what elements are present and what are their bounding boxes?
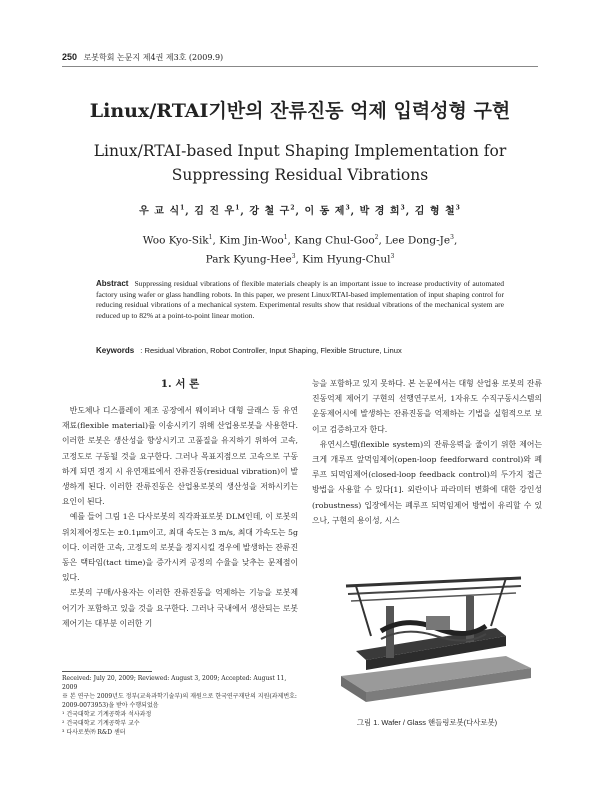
footnotes (62, 674, 298, 737)
paragraph: 반도체나 디스플레이 제조 공장에서 웨이퍼나 대형 글래스 등 유연재료(flexible material)를 이송시키기 위해 산업용로봇을 사용한다. 이러한 로봇은 생산성을 향상시키고 고품질을 유지하기 위하여 고속, 고정도로 구동될 것을 요구한다. 그러나 목표지점으로 고속으로 구동하게 되면 정지 시 유연재료에서 잔류진동(residual vibration)이 발생하게 된다. 이러한 잔류진동은 산업용로봇의 생산성을 저하시키는 요인이 된다. (62, 406, 298, 507)
paragraph: 예를 들어 그림 1은 다사로봇의 직각좌표로봇 DLM인데, 이 로봇의 위치제어정도는 ±0.1μm이고, 최대 속도는 3 m/s, 최대 가속도는 5g이다. 이러한 고속, 고정도의 로봇을 정지시킬 경우에 발생하는 잔류진동은 택타임(tact time)을 증가시켜 공정의 수율을 낮추는 문제점이 있다. (62, 512, 298, 583)
footnote-rule (62, 671, 152, 672)
page-number: 250 (62, 52, 78, 62)
title-english (0, 139, 600, 187)
author-ko: 김 진 우$^1$ (194, 204, 241, 217)
footnote: Received: July 20, 2009; Reviewed: August 3, 2009; Accepted: August 11, 2009 (62, 675, 287, 691)
title-korean: Linux/RTAI기반의 잔류진동 억제 입력성형 구현 (89, 100, 511, 122)
paragraph: 능을 포함하고 있지 못하다. 본 논문에서는 대형 산업용 로봇의 잔류진동억제 제어기 구현의 선행연구로서, 1자유도 수직구동시스템의 운동제어시에 발생하는 잔류진동을 억제하는 기법을 실험적으로 보이고 검증하고자 한다. (312, 379, 542, 434)
footnote: ¹ 건국대학교 기계공학과 석사과정 (62, 711, 152, 718)
section-title: 1. 서 론 (160, 378, 200, 390)
footnote: ※ 본 연구는 2009년도 정부(교육과학기술부)의 재원으로 한국연구재단의 지원(과제번호: 2009-0073953)을 받아 수행되었음 (62, 693, 297, 709)
author-ko: 김 형 철$^3$ (414, 204, 461, 217)
journal-name: 로봇학회 논문지 제4권 제3호 (2009.9) (83, 53, 224, 62)
paragraph: 유연시스템(flexible system)의 잔류응력을 줄이기 위한 제어는 크게 개루프 앞먹임제어(open-loop feedforward control)와 폐루프 되먹임제어(closed-loop feedback control)의 두가지 접근방법을 사용할 수 있다[1]. 외란이나 파라미터 변화에 대한 강인성(robustness) 입장에서는 폐루프 되먹임제어 방법이 유리할 수 있으나, 구현의 용이성, 시스 (312, 439, 542, 525)
robot-photo (326, 556, 536, 706)
left-column (62, 403, 298, 631)
authors-english-line2: Park Kyung-Hee$^3$, Kim Hyung-Chul$^3$ (205, 252, 395, 265)
abstract (96, 279, 504, 321)
keywords-label: Keywords (96, 346, 135, 355)
authors-korean: 우 교 식$^1$, 김 진 우$^1$, 강 철 구$^2$, 이 동 제$^3$, 박 경 희$^3$, 김 형 철$^3$ (139, 204, 461, 217)
keywords-text: : Residual Vibration, Robot Controller, Input Shaping, Flexible Structure, Linux (140, 346, 402, 355)
footnote: ³ 다사로봇㈜ R&D 센터 (62, 729, 126, 736)
running-header (62, 52, 223, 63)
title-english-line2: Suppressing Residual Vibrations (171, 166, 429, 184)
authors-english-line1: Woo Kyo-Sik$^1$, Kim Jin-Woo$^1$, Kang Chul-Goo$^2$, Lee Dong-Je$^3$, (142, 234, 458, 247)
footnote: ² 건국대학교 기계공학부 교수 (62, 720, 140, 727)
author-ko: 박 경 희$^3$ (359, 204, 406, 217)
authors-english (0, 230, 600, 267)
header-rule (62, 66, 538, 67)
author-ko: 강 철 구$^2$ (249, 204, 296, 217)
paragraph: 로봇의 구매/사용자는 이러한 잔류진동을 억제하는 기능을 로봇제어기가 포함하고 있을 것을 요구한다. 그러나 국내에서 생산되는 로봇 제어기는 대부분 이러한 기 (62, 588, 298, 628)
title-english-line1: Linux/RTAI-based Input Shaping Implementation for (93, 142, 507, 160)
keywords (96, 346, 504, 355)
right-column (312, 376, 542, 528)
figure-caption: 그림 1. Wafer / Glass 핸들링로봇(다사로봇) (356, 718, 498, 727)
abstract-text: Suppressing residual vibrations of flexible materials cheaply is an important issue to increase productivity of automated factory using wafer or glass handling robots. In this paper, we present Linux/RTAI-based implementation of input shaping control for reducing residual vibrations of a mechanical system. Experimental results show that residual vibrations of the mechanical system are reduced up to 82% at a point-to-point linear motion. (96, 279, 504, 320)
author-ko: 이 동 제$^3$ (304, 204, 351, 217)
abstract-label: Abstract (96, 279, 129, 288)
author-ko: 우 교 식$^1$ (139, 204, 186, 217)
